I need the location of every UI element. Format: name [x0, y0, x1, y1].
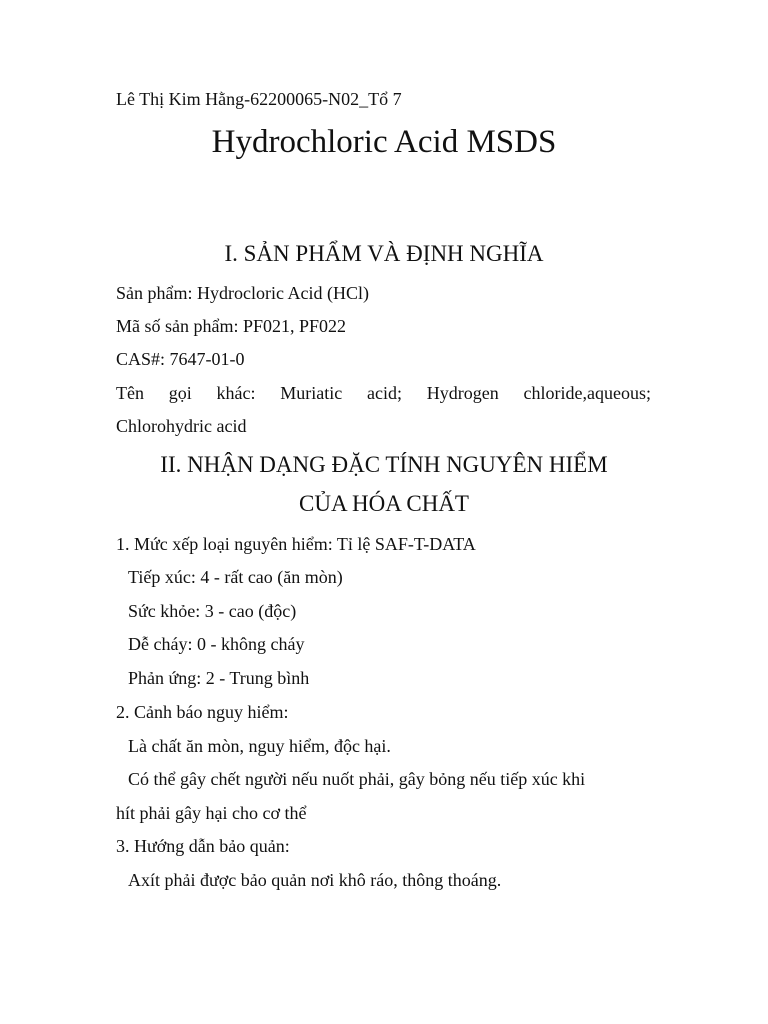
hazard-contact: Tiếp xúc: 4 - rất cao (ăn mòn)	[128, 567, 343, 587]
storage-title: 3. Hướng dẫn bảo quản:	[116, 836, 290, 856]
warning-title: 2. Cảnh báo nguy hiểm:	[116, 702, 289, 722]
product-code: Mã số sản phẩm: PF021, PF022	[116, 316, 347, 336]
hazard-reactivity: Phản ứng: 2 - Trung bình	[128, 668, 310, 688]
hazard-health: Sức khỏe: 3 - cao (độc)	[128, 601, 297, 621]
warning-line-2: Có thể gây chết người nếu nuốt phải, gây bỏng nếu tiếp xúc khi	[128, 769, 586, 789]
hazard-rating-title: 1. Mức xếp loại nguyên hiểm: Tỉ lệ SAF-T-DATA	[116, 534, 476, 554]
other-names-line-1: Tên gọi khác: Muriatic acid; Hydrogen chloride,aqueous;	[116, 383, 651, 403]
hazard-flammability: Dễ cháy: 0 - không cháy	[128, 634, 305, 654]
other-names-line-2: Chlorohydric acid	[116, 416, 247, 436]
section-2-heading-line-2: CỦA HÓA CHẤT	[299, 491, 469, 516]
cas-number: CAS#: 7647-01-0	[116, 349, 245, 369]
author-line: Lê Thị Kim Hằng-62200065-N02_Tổ 7	[116, 89, 402, 109]
product-name: Sản phẩm: Hydrocloric Acid (HCl)	[116, 283, 369, 303]
section-1-heading: I. SẢN PHẨM VÀ ĐỊNH NGHĨA	[224, 241, 544, 266]
section-2-heading-line-1: II. NHẬN DẠNG ĐẶC TÍNH NGUYÊN HIỂM	[160, 452, 608, 477]
page-title: Hydrochloric Acid MSDS	[211, 124, 557, 160]
warning-line-3: hít phải gây hại cho cơ thể	[116, 803, 307, 823]
storage-line-1: Axít phải được bảo quản nơi khô ráo, thông thoáng.	[128, 870, 502, 890]
warning-line-1: Là chất ăn mòn, nguy hiểm, độc hại.	[128, 736, 391, 756]
